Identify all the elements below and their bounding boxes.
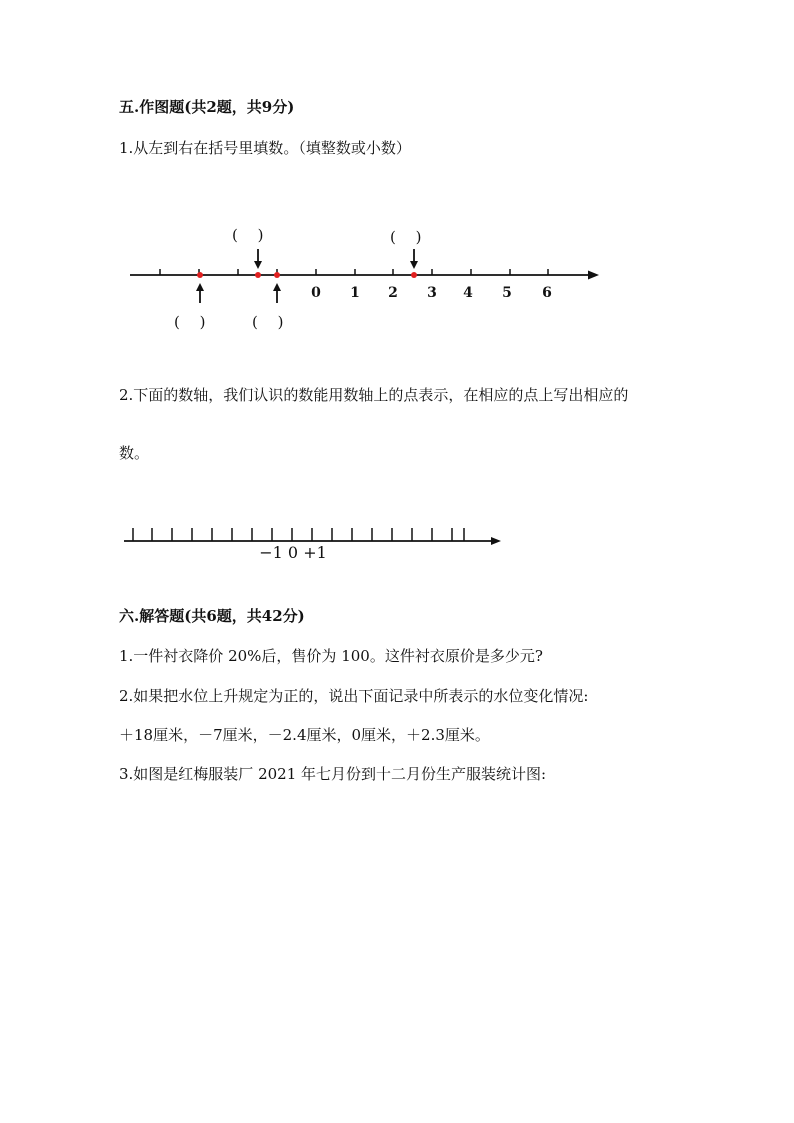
tick-label-6: 6 <box>542 285 552 301</box>
section-5-heading: 五.作图题(共2题，共9分) <box>119 98 295 116</box>
question-5-2-text-line1: 2.下面的数轴，我们认识的数能用数轴上的点表示，在相应的点上写出相应的 <box>119 386 629 404</box>
question-6-2-text-line1: 2.如果把水位上升规定为正的，说出下面记录中所表示的水位变化情况: <box>119 687 589 705</box>
tick-label-0: 0 <box>311 285 321 301</box>
tick-label-5: 5 <box>502 285 512 301</box>
label-plus-one: +1 <box>303 543 327 562</box>
question-6-1-text: 1.一件衬衣降价 20%后，售价为 100。这件衬衣原价是多少元? <box>119 647 543 665</box>
label-zero: 0 <box>287 543 299 562</box>
answer-bracket: ( ) <box>390 228 422 246</box>
question-5-2-text-line2: 数。 <box>119 444 150 462</box>
axis-arrow <box>491 537 501 545</box>
answer-bracket: ( ) <box>174 313 206 331</box>
section-6-heading: 六.解答题(共6题，共42分) <box>119 607 305 625</box>
answer-bracket: ( ) <box>252 313 284 331</box>
question-6-3-text: 3.如图是红梅服装厂 2021 年七月份到十二月份生产服装统计图: <box>119 765 547 783</box>
answer-bracket: ( ) <box>232 226 264 244</box>
tick-label-4: 4 <box>463 285 473 301</box>
label-minus-one: −1 <box>259 543 283 562</box>
question-6-2-text-line2: ＋18厘米，－7厘米，－2.4厘米，0厘米，＋2.3厘米。 <box>119 726 490 744</box>
ticks <box>133 528 464 541</box>
tick-label-1: 1 <box>350 285 360 301</box>
tick-label-2: 2 <box>388 285 398 301</box>
question-5-1-text: 1.从左到右在括号里填数。（填整数或小数） <box>119 139 411 157</box>
tick-label-3: 3 <box>427 285 437 301</box>
